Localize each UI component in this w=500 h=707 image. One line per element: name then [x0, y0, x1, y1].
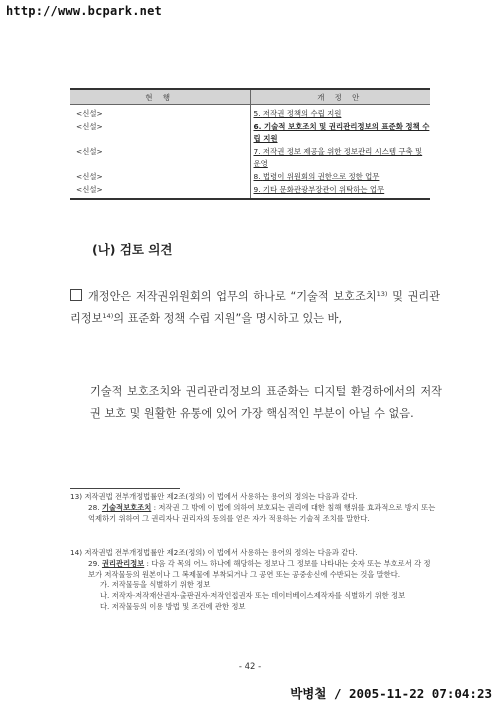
item-text: 저작권 정책의 수립 지원: [262, 109, 342, 118]
footnote-ref-14: 14): [102, 311, 114, 320]
current-cell: <신설>: [70, 105, 250, 121]
footnote-subitem: 다. 저작물등의 이용 방법 및 조건에 관한 정보: [100, 601, 246, 611]
footnote-divider: [70, 488, 180, 489]
footnote-definition: : 다음 각 목의 어느 하나에 해당하는 정보나 그 정보를 나타내는 숫자 또는 부호로서 각 정보가 저작물등의 원본이나 그 복제물에 부착되거나 그 공연 또는 공중송신에 수반되는 것을 말한다.: [88, 558, 431, 579]
amendment-cell: [250, 146, 430, 171]
item-number: 7.: [253, 146, 261, 156]
item-text: 저작권 정보 제공을 위한 정보관리 시스템 구축 및 운영: [253, 146, 423, 169]
amendment-cell: [250, 105, 430, 121]
header-amendment: 개 정 안: [250, 89, 430, 105]
amendment-cell: [250, 171, 430, 184]
table-row: [70, 171, 430, 184]
footnote-ref-13: 13): [376, 290, 388, 298]
footnote-14: [70, 548, 436, 613]
footnote-item-number: 29.: [88, 558, 100, 568]
item-number: 5.: [253, 109, 261, 118]
item-text: 기술적 보호조치 및 권리관리정보의 표준화 정책 수립 지원: [253, 121, 430, 144]
footnote-term: 기술적보호조치: [101, 502, 152, 512]
footnote-item-number: 28.: [88, 502, 100, 512]
item-number: 6.: [253, 121, 262, 131]
section-heading: (나) 검토 의견: [92, 242, 173, 257]
footnote-definition: : 저작권 그 밖에 이 법에 의하여 보호되는 권리에 대한 침해 행위를 효과적으로 방지 또는 억제하기 위하여 그 권리자나 권리자의 동의를 얻은 자가 적용하는 기술적 조치를 말한다.: [88, 502, 436, 523]
page-number: - 42 -: [238, 662, 262, 672]
current-cell: <신설>: [70, 184, 250, 200]
comparison-table: [70, 88, 430, 200]
author-timestamp-stamp: 박병철 / 2005-11-22 07:04:23: [290, 686, 492, 701]
current-cell: <신설>: [70, 146, 250, 171]
table-row: [70, 184, 430, 200]
footnote-subitem: 가. 저작물등을 식별하기 위한 정보: [100, 580, 211, 590]
footnote-13: [70, 492, 436, 524]
item-text: 기타 문화관광부장관이 위탁하는 업무: [262, 184, 385, 194]
item-number: 8.: [253, 171, 261, 181]
paragraph-text: 개정안은 저작권위원회의 업무의 하나로 “기술적 보호조치: [88, 290, 377, 303]
amendment-cell: [250, 184, 430, 200]
footnote-item: [70, 503, 436, 525]
item-text: 법령이 위원회의 권한으로 정한 업무: [262, 171, 380, 181]
checkbox-bullet-icon: [70, 289, 82, 301]
paragraph-text: 의 표준화 정책 수립 지원”을 명시하고 있는 바,: [113, 311, 343, 325]
table-row: [70, 146, 430, 171]
footnote-item: [70, 559, 436, 581]
amendment-cell: [250, 121, 430, 146]
paragraph-review: [70, 286, 440, 329]
table-row: [70, 121, 430, 146]
footnote-line: 13) 저작권법 전부개정법률안 제2조(정의) 이 법에서 사용하는 용어의 정의는 다음과 같다.: [70, 492, 358, 501]
footnote-line: 14) 저작권법 전부개정법률안 제2조(정의) 이 법에서 사용하는 용어의 정의는 다음과 같다.: [70, 548, 358, 557]
current-cell: <신설>: [70, 121, 250, 146]
header-current: 현 행: [70, 89, 250, 105]
paragraph-text: 및 권리관리정보: [70, 290, 441, 325]
paragraph-conclusion: 기술적 보호조치와 권리관리정보의 표준화는 디지털 환경하에서의 저작권 보호 및 원활한 유통에 있어 가장 핵심적인 부분이 아닐 수 없음.: [90, 385, 442, 420]
footnote-term: 권리관리정보: [101, 558, 145, 568]
watermark-url: http://www.bcpark.net: [6, 4, 162, 18]
footnote-subitem: 나. 저작자·저작재산권자·출판권자·저작인접권자 또는 데이터베이스제작자를 식별하기 위한 정보: [100, 591, 406, 601]
current-cell: <신설>: [70, 171, 250, 184]
table-row: [70, 105, 430, 121]
item-number: 9.: [253, 184, 261, 194]
